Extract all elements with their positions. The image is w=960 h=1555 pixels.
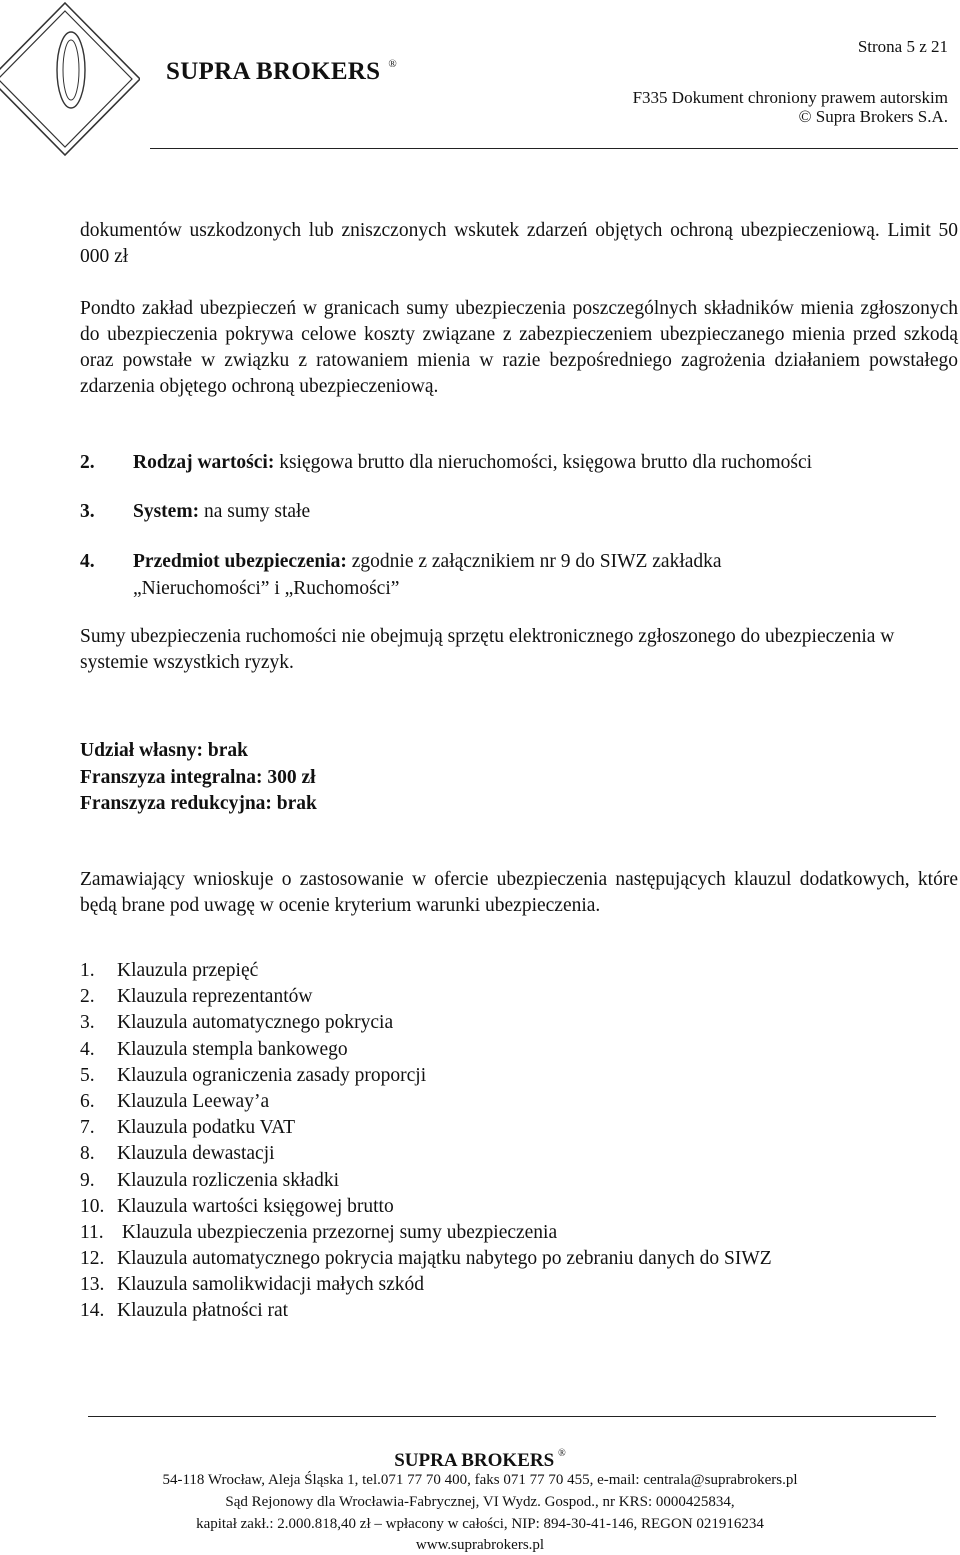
- klauzula-item: [80, 1063, 958, 1089]
- klauzula-label: Klauzula płatności rat: [117, 1300, 289, 1322]
- franszyza-integralna: Franszyza integralna: 300 zł: [80, 767, 316, 788]
- klauzula-number: 9.: [80, 1169, 95, 1191]
- klauzula-label: Klauzula automatycznego pokrycia majątku nabytego po zebraniu danych do SIWZ: [117, 1248, 772, 1270]
- footer-court-registration: Sąd Rejonowy dla Wrocławia-Fabrycznej, VI Wydz. Gospod., nr KRS: 0000425834,: [225, 1494, 735, 1510]
- klauzula-number: 3.: [80, 1012, 95, 1034]
- klauzula-item: [80, 1194, 958, 1220]
- klauzula-item: [80, 1220, 958, 1246]
- supra-brokers-logo-icon: [0, 0, 140, 160]
- klauzula-number: 5.: [80, 1064, 95, 1086]
- klauzula-item: [80, 1141, 958, 1167]
- item-rodzaj-wartosci: 2. Rodzaj wartości: księgowa brutto dla nieruchomości, księgowa brutto dla ruchomości: [80, 452, 813, 473]
- klauzula-label: Klauzula Leeway’a: [117, 1090, 270, 1112]
- klauzula-number: 6.: [80, 1090, 95, 1112]
- klauzula-number: 2.: [80, 986, 95, 1008]
- klauzula-label: Klauzula samolikwidacji małych szkód: [117, 1274, 425, 1296]
- klauzula-number: 12.: [80, 1248, 105, 1270]
- klauzula-label: Klauzula stempla bankowego: [117, 1038, 348, 1060]
- header-divider: [150, 148, 958, 149]
- klauzula-item: [80, 1298, 958, 1324]
- klauzula-item: [80, 1037, 958, 1063]
- klauzula-item: [80, 984, 958, 1010]
- klauzula-label: Klauzula podatku VAT: [117, 1117, 296, 1139]
- klauzula-number: 11.: [80, 1221, 104, 1243]
- klauzula-label: Klauzula automatycznego pokrycia: [117, 1012, 394, 1034]
- klauzula-number: 7.: [80, 1117, 95, 1139]
- paragraph-sumy-ubezpieczenia: Sumy ubezpieczenia ruchomości nie obejmują sprzętu elektronicznego zgłoszonego do ubezpieczenia w systemie wszystkich ryzyk.: [80, 626, 895, 673]
- footer-divider: [88, 1416, 936, 1417]
- header-brand: SUPRA BROKERS ®: [166, 58, 398, 85]
- item-przedmiot-continuation: „Nieruchomości” i „Ruchomości”: [133, 578, 400, 599]
- klauzula-item: [80, 1272, 958, 1298]
- klauzula-number: 4.: [80, 1038, 95, 1060]
- klauzula-label: Klauzula rozliczenia składki: [117, 1169, 339, 1191]
- klauzula-item: [80, 1010, 958, 1036]
- klauzula-label: Klauzula reprezentantów: [117, 986, 313, 1008]
- klauzula-item: [80, 1089, 958, 1115]
- klauzule-list: [80, 958, 958, 1325]
- klauzula-label: Klauzula ograniczenia zasady proporcji: [117, 1064, 427, 1086]
- klauzula-number: 1.: [80, 960, 95, 981]
- item-przedmiot-ubezpieczenia: 4. Przedmiot ubezpieczenia: zgodnie z załącznikiem nr 9 do SIWZ zakładka: [80, 551, 722, 572]
- klauzula-item: [80, 958, 958, 984]
- udzial-wlasny: Udział własny: brak: [80, 740, 248, 761]
- footer-website: www.suprabrokers.pl: [415, 1537, 545, 1553]
- footer-capital-tax-ids: kapitał zakł.: 2.000.818,40 zł – wpłacony w całości, NIP: 894-30-41-146, REGON 021916234: [196, 1516, 764, 1532]
- franszyza-redukcyjna: Franszyza redukcyjna: brak: [80, 793, 317, 814]
- klauzula-number: 13.: [80, 1274, 105, 1296]
- paragraph-pondto: Pondto zakład ubezpieczeń w granicach sumy ubezpieczenia poszczególnych składników mienia zgłoszonych do ubezpieczenia pokrywa celowe koszty związane z zabezpieczeniem ubezpieczanego mienia przed szkodą oraz powstałe w związku z ratowaniem mienia w razie bezpośredniego zagrożenia działaniem powstałego zdarzenia objętego ochroną ubezpieczeniową.: [80, 298, 958, 397]
- klauzula-item: [80, 1246, 958, 1272]
- header-copyright-line: © Supra Brokers S.A.: [798, 107, 948, 126]
- header-document-line: F335 Dokument chroniony prawem autorskim: [632, 88, 948, 107]
- klauzula-number: 14.: [80, 1300, 105, 1322]
- paragraph-zamawiajacy: Zamawiający wnioskuje o zastosowanie w ofercie ubezpieczenia następujących klauzul dodatkowych, które będą brane pod uwagę w ocenie kryterium warunki ubezpieczenia.: [80, 869, 958, 916]
- klauzula-number: 8.: [80, 1143, 95, 1165]
- klauzula-label: Klauzula ubezpieczenia przezornej sumy ubezpieczenia: [117, 1221, 558, 1243]
- klauzula-number: 10.: [80, 1195, 105, 1217]
- klauzula-label: Klauzula dewastacji: [117, 1143, 275, 1165]
- footer-brand: SUPRA BROKERS ®: [394, 1448, 566, 1471]
- klauzula-item: [80, 1115, 958, 1141]
- klauzula-item: [80, 1168, 958, 1194]
- klauzula-label: Klauzula wartości księgowej brutto: [117, 1195, 394, 1217]
- item-system: 3. System: na sumy stałe: [80, 501, 311, 522]
- footer-address: 54-118 Wrocław, Aleja Śląska 1, tel.071 77 70 400, faks 071 77 70 455, e-mail: centrala@suprabrokers.pl: [162, 1472, 798, 1488]
- page-number: Strona 5 z 21: [857, 37, 948, 56]
- paragraph-limit: dokumentów uszkodzonych lub zniszczonych wskutek zdarzeń objętych ochroną ubezpieczeniową. Limit 50 000 zł: [80, 220, 958, 267]
- klauzula-label: Klauzula przepięć: [117, 960, 259, 981]
